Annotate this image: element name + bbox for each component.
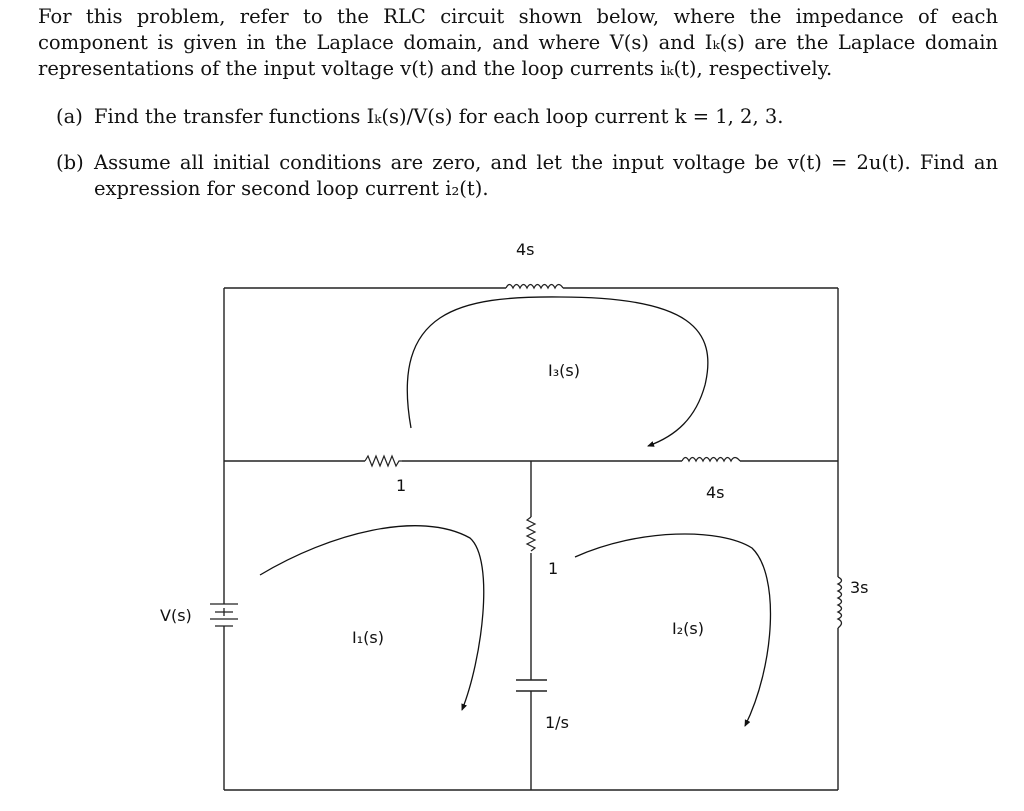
part-b-text: Assume all initial conditions are zero, and let the input voltage be v(t) = 2u(t). Find an expression for second loop current i₂(t). [94,151,998,200]
middle-inductor-symbol [682,458,740,462]
loop1-arrow [260,526,484,710]
part-a-text: Find the transfer functions Iₖ(s)/V(s) for each loop current k = 1, 2, 3. [94,105,784,128]
middle-resistor-label: 1 [396,476,407,495]
loop1-label: I₁(s) [352,628,384,647]
vertical-resistor-label: 1 [548,559,559,578]
loop2-label: I₂(s) [672,619,704,638]
capacitor-label: 1/s [545,713,569,732]
right-inductor-label: 3s [850,578,869,597]
part-b-tag: (b) [56,151,84,174]
problem-intro: For this problem, refer to the RLC circuit shown below, where the impedance of each component is given in the Laplace domain, and where V(s) and Iₖ(s) are the Laplace domain representations of the input voltage v(t) and the loop currents iₖ(t), respectively. [38,5,998,80]
right-inductor-symbol [838,577,842,628]
circuit-wires [224,288,838,790]
middle-inductor-label: 4s [706,483,725,502]
vertical-resistor-symbol [527,517,535,551]
loop3-label: I₃(s) [548,361,580,380]
middle-resistor-symbol [365,456,402,466]
capacitor-symbol [516,680,547,691]
part-a-tag: (a) [56,105,83,128]
voltage-source-label: V(s) [160,606,192,625]
top-inductor-symbol [506,285,563,289]
top-inductor-label: 4s [516,240,535,259]
voltage-source-symbol [210,604,238,626]
